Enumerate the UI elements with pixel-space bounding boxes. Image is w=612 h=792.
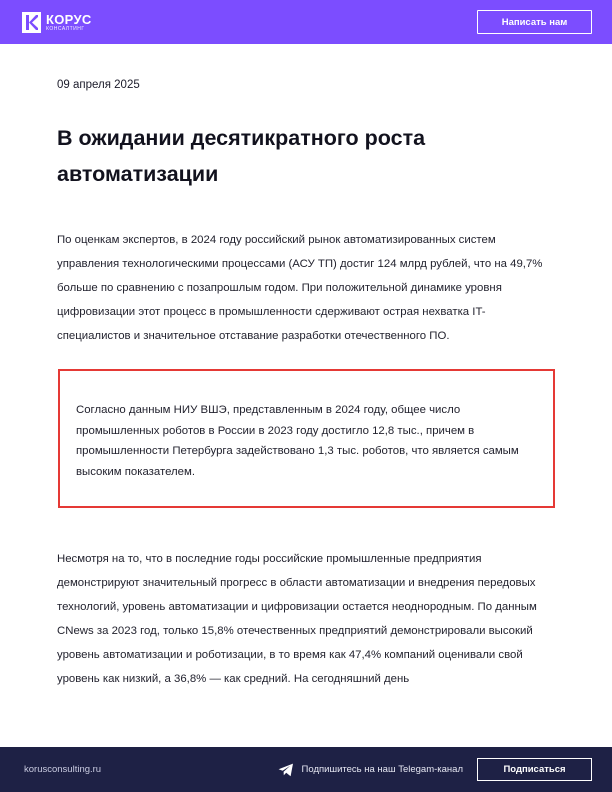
- telegram-promo-text: Подпишитесь на наш Telegam-канал: [301, 764, 463, 775]
- logo-subtitle: КОНСАЛТИНГ: [46, 25, 85, 32]
- article-paragraph-1: По оценкам экспертов, в 2024 году российский рынок автоматизированных систем управления технологическими процессами (АСУ ТП) достиг 124 млрд рублей, что на 49,7% больше по сравнению с позапрошлым годом. При положительной динамике уровня цифровизации этот процесс в промышленности сдерживают острая нехватка IT-специалистов и значительное отставание разработки отечественного ПО.: [57, 234, 543, 342]
- logo-name: КОРУС: [46, 11, 92, 27]
- korus-logo[interactable]: [22, 12, 92, 33]
- korus-logo-icon: [22, 12, 41, 33]
- footer-site-link[interactable]: korusconsulting.ru: [24, 764, 102, 775]
- highlight-quote-text: Согласно данным НИУ ВШЭ, представленным в 2024 году, общее число промышленных роботов в России в 2023 году достигло 12,8 тыс., причем в промышленности Петербурга задействовано 1,3 тыс. роботов, что является самым высоким показателем.: [76, 404, 519, 478]
- telegram-promo[interactable]: [278, 763, 463, 777]
- subscribe-button[interactable]: Подписаться: [477, 758, 592, 781]
- site-footer: [0, 747, 612, 792]
- article-paragraph-2: Несмотря на то, что в последние годы российские промышленные предприятия демонстрируют значительный прогресс в области автоматизации и внедрения передовых технологий, уровень автоматизации и цифровизации остается неоднородным. По данным CNews за 2023 год, только 15,8% отечественных предприятий демонстрировали высокий уровень автоматизации и роботизации, в то время как 47,4% компаний оценивали свой уровень как низкий, а 36,8% — как средний. На сегодняшний день: [57, 553, 537, 685]
- article-title: В ожидании десятикратного роста автоматизации: [57, 126, 426, 186]
- article-date: 09 апреля 2025: [57, 79, 140, 91]
- contact-us-button[interactable]: Написать нам: [477, 10, 592, 34]
- telegram-icon: [278, 763, 294, 777]
- site-header: [0, 0, 612, 44]
- highlight-quote-box: [58, 369, 555, 508]
